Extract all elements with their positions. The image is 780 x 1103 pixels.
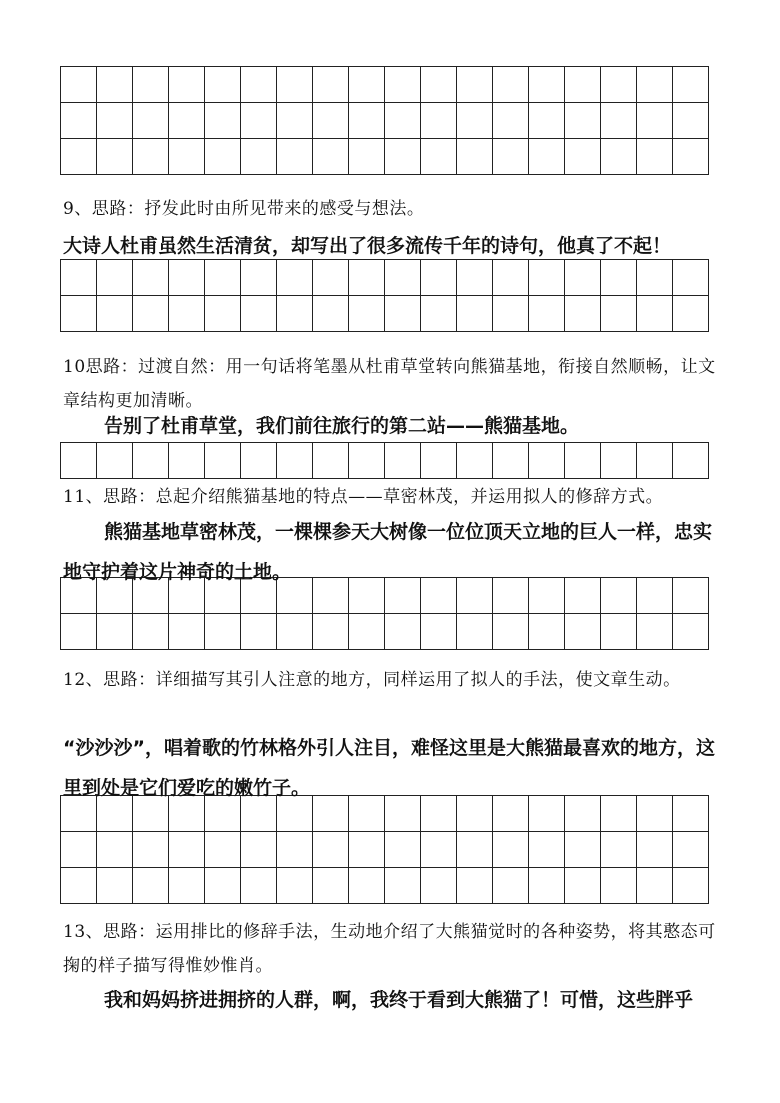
grid-cell	[169, 832, 205, 868]
hint-11: 11、思路：总起介绍熊猫基地的特点——草密林茂，并运用拟人的修辞方式。	[63, 487, 664, 507]
grid-cell	[457, 443, 493, 479]
grid-cell	[637, 868, 673, 904]
writing-grid-9	[60, 259, 709, 332]
grid-cell	[241, 67, 277, 103]
grid-cell	[601, 443, 637, 479]
grid-cell	[493, 296, 529, 332]
grid-cell	[277, 103, 313, 139]
grid-cell	[637, 139, 673, 175]
grid-cell	[61, 614, 97, 650]
grid-cell	[421, 67, 457, 103]
grid-cell	[673, 103, 709, 139]
grid-cell	[565, 614, 601, 650]
grid-cell	[457, 868, 493, 904]
grid-cell	[205, 103, 241, 139]
grid-cell	[565, 103, 601, 139]
grid-cell	[385, 67, 421, 103]
grid-cell	[97, 139, 133, 175]
grid-cell	[529, 614, 565, 650]
grid-cell	[565, 139, 601, 175]
grid-cell	[385, 296, 421, 332]
grid-cell	[637, 296, 673, 332]
grid-cell	[457, 614, 493, 650]
grid-cell	[421, 139, 457, 175]
grid-cell	[169, 296, 205, 332]
grid-cell	[349, 443, 385, 479]
grid-cell	[313, 832, 349, 868]
grid-cell	[205, 296, 241, 332]
grid-cell	[133, 103, 169, 139]
grid-cell	[601, 614, 637, 650]
grid-cell	[241, 614, 277, 650]
grid-cell	[493, 139, 529, 175]
grid-cell	[457, 296, 493, 332]
grid-cell	[493, 443, 529, 479]
grid-cell	[637, 67, 673, 103]
grid-cell	[637, 443, 673, 479]
grid-cell	[97, 296, 133, 332]
grid-cell	[169, 67, 205, 103]
grid-cell	[673, 443, 709, 479]
grid-cell	[241, 868, 277, 904]
grid-cell	[133, 67, 169, 103]
answer-9: 大诗人杜甫虽然生活清贫，却写出了很多流传千年的诗句，他真了不起！	[63, 235, 672, 257]
grid-cell	[349, 868, 385, 904]
grid-cell	[277, 832, 313, 868]
answer-12: “沙沙沙”，唱着歌的竹林格外引人注目，难怪这里是大熊猫最喜欢的地方，这里到处是它们爱吃的嫩竹子。	[63, 737, 715, 799]
grid-cell	[313, 443, 349, 479]
grid-cell	[277, 868, 313, 904]
grid-row	[61, 139, 709, 175]
grid-cell	[349, 67, 385, 103]
grid-cell	[457, 67, 493, 103]
grid-cell	[529, 443, 565, 479]
grid-cell	[205, 67, 241, 103]
grid-cell	[601, 67, 637, 103]
grid-cell	[673, 832, 709, 868]
grid-cell	[133, 868, 169, 904]
grid-cell	[241, 443, 277, 479]
grid-cell	[97, 832, 133, 868]
writing-grid-top	[60, 66, 709, 175]
grid-cell	[61, 868, 97, 904]
grid-cell	[241, 139, 277, 175]
grid-cell	[61, 443, 97, 479]
grid-cell	[169, 443, 205, 479]
grid-cell	[529, 832, 565, 868]
grid-cell	[493, 868, 529, 904]
grid-cell	[421, 832, 457, 868]
grid-cell	[241, 296, 277, 332]
grid-cell	[349, 832, 385, 868]
writing-grid-12	[60, 795, 709, 904]
grid-row	[61, 296, 709, 332]
grid-cell	[169, 139, 205, 175]
grid-cell	[349, 139, 385, 175]
grid-cell	[61, 832, 97, 868]
grid-cell	[97, 868, 133, 904]
grid-cell	[385, 614, 421, 650]
grid-cell	[493, 614, 529, 650]
grid-row	[61, 868, 709, 904]
grid-cell	[385, 443, 421, 479]
hint-13: 13、思路：运用排比的修辞手法，生动地介绍了大熊猫觉时的各种姿势，将其憨态可掬的样子描写得惟妙惟肖。	[63, 922, 716, 976]
hint-9: 9、思路：抒发此时由所见带来的感受与想法。	[63, 199, 425, 219]
grid-cell	[133, 832, 169, 868]
grid-cell	[421, 868, 457, 904]
grid-cell	[97, 67, 133, 103]
grid-cell	[457, 832, 493, 868]
grid-cell	[313, 103, 349, 139]
grid-cell	[457, 139, 493, 175]
grid-cell	[97, 614, 133, 650]
grid-cell	[133, 443, 169, 479]
grid-cell	[601, 296, 637, 332]
answer-10: 告别了杜甫草堂，我们前往旅行的第二站——熊猫基地。	[104, 415, 580, 437]
grid-cell	[529, 296, 565, 332]
grid-cell	[421, 614, 457, 650]
grid-cell	[133, 296, 169, 332]
grid-cell	[277, 443, 313, 479]
grid-cell	[421, 103, 457, 139]
grid-cell	[385, 832, 421, 868]
grid-cell	[565, 67, 601, 103]
grid-cell	[313, 139, 349, 175]
grid-row	[61, 614, 709, 650]
grid-cell	[493, 103, 529, 139]
grid-row	[61, 103, 709, 139]
grid-cell	[169, 868, 205, 904]
grid-cell	[529, 868, 565, 904]
grid-cell	[493, 67, 529, 103]
grid-cell	[349, 296, 385, 332]
grid-cell	[61, 103, 97, 139]
grid-cell	[277, 296, 313, 332]
hint-10: 10思路：过渡自然：用一句话将笔墨从杜甫草堂转向熊猫基地，衔接自然顺畅，让文章结构更加清晰。	[63, 357, 716, 411]
grid-cell	[349, 614, 385, 650]
grid-cell	[673, 614, 709, 650]
grid-row	[61, 67, 709, 103]
grid-cell	[565, 443, 601, 479]
grid-cell	[133, 139, 169, 175]
grid-cell	[673, 868, 709, 904]
grid-cell	[601, 868, 637, 904]
grid-cell	[61, 139, 97, 175]
grid-cell	[61, 296, 97, 332]
grid-cell	[277, 614, 313, 650]
grid-cell	[349, 103, 385, 139]
grid-cell	[637, 614, 673, 650]
grid-cell	[277, 139, 313, 175]
grid-cell	[313, 614, 349, 650]
writing-grid-10	[60, 442, 709, 479]
grid-cell	[637, 832, 673, 868]
grid-cell	[565, 868, 601, 904]
grid-cell	[313, 67, 349, 103]
grid-cell	[601, 139, 637, 175]
grid-cell	[457, 103, 493, 139]
grid-cell	[205, 614, 241, 650]
answer-13: 我和妈妈挤进拥挤的人群，啊，我终于看到大熊猫了！可惜，这些胖乎	[104, 989, 694, 1011]
grid-cell	[529, 67, 565, 103]
grid-cell	[277, 67, 313, 103]
grid-cell	[133, 614, 169, 650]
grid-cell	[241, 103, 277, 139]
grid-row	[61, 443, 709, 479]
hint-12: 12、思路：详细描写其引人注意的地方，同样运用了拟人的手法，使文章生动。	[63, 670, 681, 690]
grid-cell	[565, 832, 601, 868]
grid-cell	[529, 139, 565, 175]
grid-cell	[493, 832, 529, 868]
grid-cell	[673, 67, 709, 103]
grid-cell	[97, 443, 133, 479]
grid-cell	[601, 832, 637, 868]
grid-cell	[313, 296, 349, 332]
grid-cell	[565, 296, 601, 332]
answer-11: 熊猫基地草密林茂，一棵棵参天大树像一位位顶天立地的巨人一样，忠实地守护着这片神奇的土地。	[63, 521, 713, 583]
grid-cell	[169, 614, 205, 650]
grid-cell	[421, 443, 457, 479]
grid-cell	[673, 296, 709, 332]
grid-cell	[601, 103, 637, 139]
grid-cell	[205, 832, 241, 868]
grid-cell	[385, 103, 421, 139]
grid-cell	[385, 139, 421, 175]
grid-cell	[61, 67, 97, 103]
grid-row	[61, 832, 709, 868]
grid-cell	[385, 868, 421, 904]
grid-cell	[529, 103, 565, 139]
grid-cell	[241, 832, 277, 868]
grid-cell	[673, 139, 709, 175]
grid-cell	[97, 103, 133, 139]
grid-cell	[421, 296, 457, 332]
grid-cell	[205, 443, 241, 479]
grid-cell	[205, 868, 241, 904]
grid-cell	[637, 103, 673, 139]
grid-cell	[169, 103, 205, 139]
grid-cell	[313, 868, 349, 904]
grid-cell	[205, 139, 241, 175]
